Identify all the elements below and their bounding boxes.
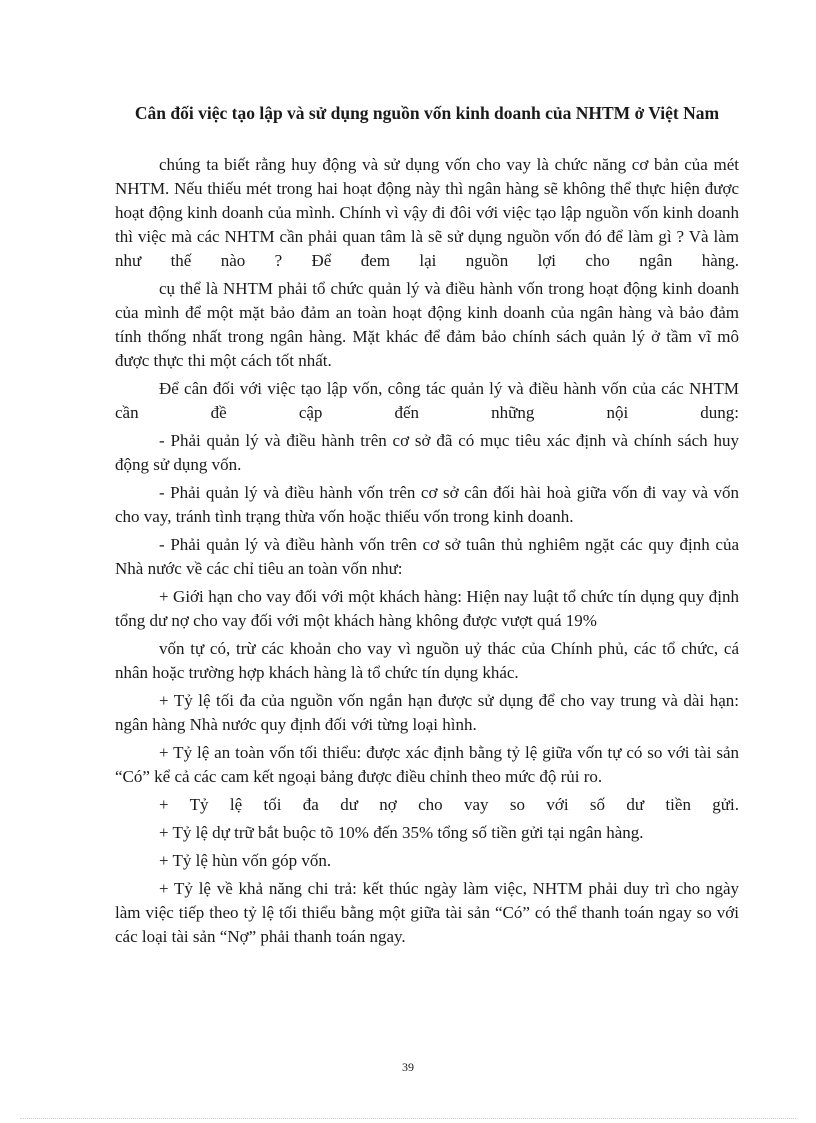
page-number: 39 bbox=[402, 1060, 414, 1074]
page-bottom-divider bbox=[20, 1118, 796, 1119]
document-title: Cân đối việc tạo lập và sử dụng nguồn vốn kinh doanh của NHTM ở Việt Nam bbox=[134, 103, 720, 123]
paragraph: Để cân đối với việc tạo lập vốn, công tác quản lý và điều hành vốn của các NHTM cần đề cập đến những nội dung: bbox=[115, 379, 739, 422]
paragraph: - Phải quản lý và điều hành trên cơ sở đã có mục tiêu xác định và chính sách huy động sử dụng vốn. bbox=[115, 431, 739, 474]
paragraph: - Phải quản lý và điều hành vốn trên cơ sở cân đối hài hoà giữa vốn đi vay và vốn cho vay, tránh tình trạng thừa vốn hoặc thiếu vốn trong kinh doanh. bbox=[115, 483, 739, 526]
paragraph: + Giới hạn cho vay đối với một khách hàng: Hiện nay luật tổ chức tín dụng quy định tổng dư nợ cho vay đối với một khách hàng không được vượt quá 19% bbox=[115, 587, 739, 630]
paragraph: + Tỷ lệ dự trữ bắt buộc tõ 10% đến 35% tổng số tiền gửi tại ngân hàng. bbox=[159, 823, 644, 842]
paragraph: + Tỷ lệ tối đa của nguồn vốn ngắn hạn được sử dụng để cho vay trung và dài hạn: ngân hàng Nhà nước quy định đối với từng loại hình. bbox=[115, 691, 739, 734]
paragraph: + Tỷ lệ an toàn vốn tối thiểu: được xác định bằng tỷ lệ giữa vốn tự có so với tài sản “Có” kể cả các cam kết ngoại bảng được điều chỉnh theo mức độ rủi ro. bbox=[115, 743, 739, 786]
paragraph: + Tỷ lệ hùn vốn góp vốn. bbox=[159, 851, 332, 870]
paragraph: + Tỷ lệ về khả năng chi trả: kết thúc ngày làm việc, NHTM phải duy trì cho ngày làm việc tiếp theo tỷ lệ tối thiểu bằng một giữa tài sản “Có” có thể thanh toán ngay so với các loại tài sản “Nợ” phải thanh toán ngay. bbox=[115, 879, 739, 946]
paragraph: - Phải quản lý và điều hành vốn trên cơ sở tuân thủ nghiêm ngặt các quy định của Nhà nước về các chỉ tiêu an toàn vốn như: bbox=[115, 535, 739, 578]
paragraph: vốn tự có, trừ các khoản cho vay vì nguồn uỷ thác của Chính phủ, các tổ chức, cá nhân hoặc trường hợp khách hàng là tổ chức tín dụng khác. bbox=[115, 639, 739, 682]
document-body bbox=[115, 153, 739, 949]
paragraph: + Tỷ lệ tối đa dư nợ cho vay so với số dư tiền gửi. bbox=[159, 795, 739, 814]
paragraph: cụ thể là NHTM phải tổ chức quản lý và điều hành vốn trong hoạt động kinh doanh của mình để một mặt bảo đảm an toàn hoạt động kinh doanh của ngân hàng và bảo đảm tính thống nhất trong ngân hàng. Mặt khác để đảm bảo chính sách quản lý ở tầm vĩ mô được thực thi một cách tốt nhất. bbox=[115, 279, 739, 370]
paragraph: chúng ta biết rằng huy động và sử dụng vốn cho vay là chức năng cơ bản của mét NHTM. Nếu thiếu mét trong hai hoạt động này thì ngân hàng sẽ không thể thực hiện được hoạt động kinh doanh của mình. Chính vì vậy đi đôi với việc tạo lập nguồn vốn kinh doanh thì việc mà các NHTM cần phải quan tâm là sẽ sử dụng nguồn vốn đó để làm gì ? Và làm như thế nào ? Để đem lại nguồn lợi cho ngân hàng. bbox=[115, 155, 739, 270]
